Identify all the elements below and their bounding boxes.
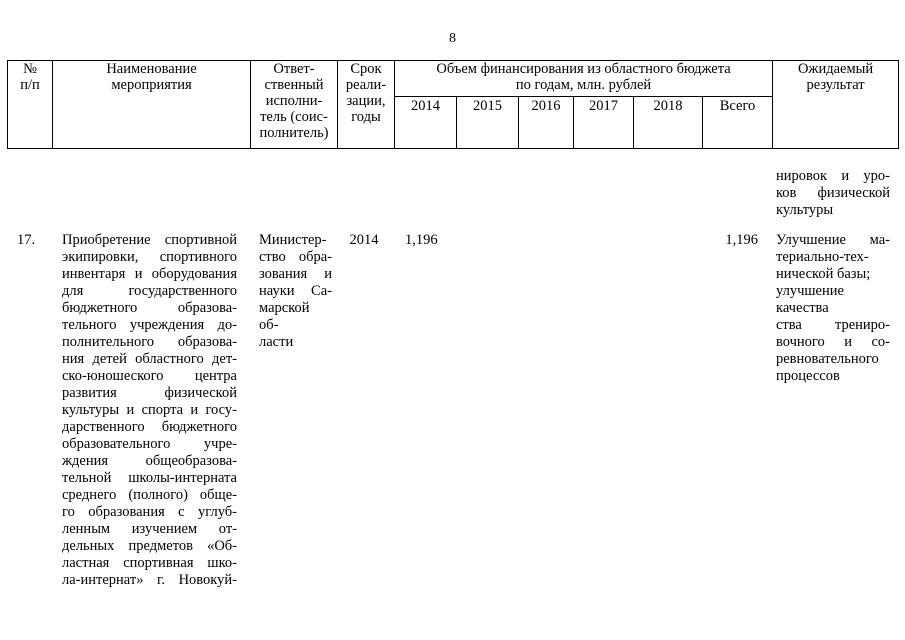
header-table (7, 60, 899, 149)
row-value-total: 1,196 (725, 232, 758, 248)
row-value-2014: 1,196 (405, 232, 438, 248)
header-total: Всего (703, 97, 773, 149)
header-financing: Объем финансирования из областного бюджета по годам, млн. рублей (395, 61, 773, 97)
header-result: Ожидаемый результат (773, 61, 899, 149)
row-term: 2014 (349, 232, 379, 248)
page-number: 8 (449, 31, 456, 46)
header-num: № п/п (8, 61, 53, 149)
row-responsible: Министер- ство обра- зования и науки Са- марской об- ласти (259, 232, 332, 350)
header-year-2017: 2017 (574, 97, 634, 149)
row-measure-name: Приобретение спортивной экипировки, спортивного инвентаря и оборудования для государственного бюджетного образова- тельного учреждения до- полнительного образова- ния детей областного дет- ско-юношеского центра развития физической культуры и спорта и госу- дарственного бюджетного образовательного учре- ждения общеобразова- тельной школы-интерната среднего (полного) обще- го образования с углуб- ленным изучением от- дельных предметов «Об- ластная спортивная шко- ла-интернат» г. Новокуй- (62, 232, 237, 588)
header-year-2018: 2018 (634, 97, 703, 149)
header-name: Наименование мероприятия (53, 61, 251, 149)
header-year-2016: 2016 (519, 97, 574, 149)
row-expected-result: Улучшение ма- териально-тех- нической базы; улучшение качества ства трениро- вочного и со- ревновательного процессов (776, 232, 890, 384)
header-year-2014: 2014 (395, 97, 457, 149)
row-number: 17. (17, 232, 36, 248)
header-responsible: Ответ- ственный исполни- тель (соис- полнитель) (251, 61, 338, 149)
continuation-result-text: нировок и уро- ков физической культуры (776, 168, 890, 218)
header-term: Срок реали- зации, годы (338, 61, 395, 149)
header-year-2015: 2015 (457, 97, 519, 149)
